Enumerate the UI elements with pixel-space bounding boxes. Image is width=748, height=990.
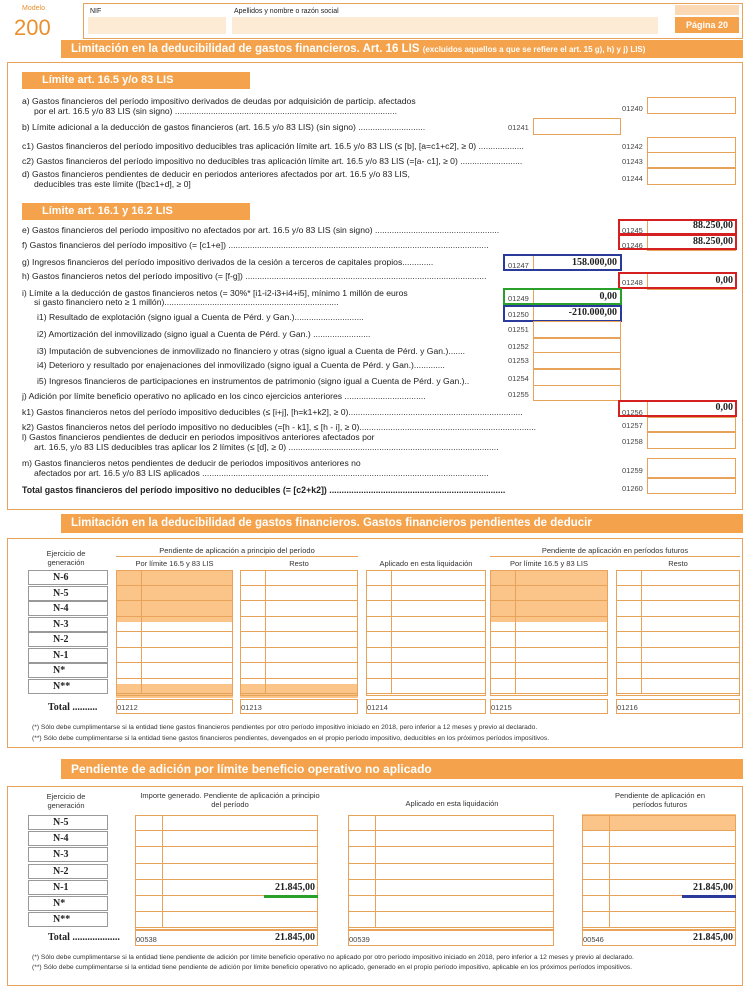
row-a-line2: por el art. 16.5 y/o 83 LIS (sin signo) .............................................................................................: [34, 106, 397, 116]
row-l-line2: art. 16.5, y/o 83 LIS deducibles tras aplicar los 2 límites (≤ [d], ≥ 0) ........................................................................................: [34, 442, 499, 452]
row-i5: i5) Ingresos financieros de participaciones en instrumentos de patrimonio (signo igual a Cuenta de Pérd. y Gan.)..: [37, 376, 470, 386]
code-01256: 01256: [622, 408, 643, 417]
nif-field[interactable]: [88, 17, 226, 34]
sec3-col2-header: Resto: [289, 559, 309, 568]
sec3-col3-header: Aplicado en esta liquidación: [379, 559, 473, 568]
row-g: g) Ingresos financieros del período impositivo derivados de la cesión a terceros de capitales propios.............: [22, 257, 434, 267]
sec4-title: Pendiente de adición por límite beneficio operativo no aplicado: [71, 762, 432, 776]
code-01259: 01259: [622, 466, 643, 475]
code-01241: 01241: [508, 123, 529, 132]
code-01248: 01248: [622, 278, 643, 287]
sec3-note-1: (*) Sólo debe cumplimentarse si la entidad tiene gastos financieros pendientes por otro período impositivo iniciado en 2018, pero inferior a 12 meses y previo al declarado.: [32, 724, 538, 731]
sec3-col4-header: Por límite 16.5 y 83 LIS: [510, 559, 588, 568]
generation-label: N*: [28, 663, 108, 678]
generation-label: N-1: [28, 648, 108, 663]
row-k2: k2) Gastos financieros netos del período impositivo no deducibles (=[h - k1], ≤ [h - i], ≥ 0)..........................................................................: [22, 422, 537, 432]
row-i3: i3) Imputación de subvenciones de inmovilizado no financiero y otras (signo igual a Cuenta de Pérd. y Gan.).......: [37, 346, 466, 356]
sec4-column-frame: [348, 815, 554, 930]
sec2-title: Límite art. 16.1 y 16.2 LIS: [22, 203, 250, 220]
code-01243: 01243: [622, 157, 643, 166]
row-b: b) Límite adicional a la deducción de gastos financieros (art. 16.5 y/o 83 LIS) (sin signo) ............................: [22, 122, 426, 132]
generation-label: N-6: [28, 570, 108, 585]
main-title-bar: [61, 40, 743, 58]
page-number: Página 20: [675, 17, 739, 33]
sec1-title: Límite art. 16.5 y/o 83 LIS: [22, 72, 250, 89]
total-code: 00539: [349, 935, 370, 944]
generation-label: N-4: [28, 601, 108, 616]
nombre-field[interactable]: [232, 17, 658, 34]
row-c2: c2) Gastos financieros del período impositivo no deducibles tras aplicación límite art. 16.5 y/o 83 LIS (=[a- c1], ≥ 0) ..........................: [22, 156, 523, 166]
code-01252: 01252: [508, 342, 529, 351]
nif-label: NIF: [90, 8, 102, 15]
modelo-label: Modelo: [22, 5, 45, 12]
sec3-title-bar: [61, 514, 743, 533]
field-01240[interactable]: [647, 97, 736, 114]
total-code: 01216: [617, 703, 638, 712]
code-01260: 01260: [622, 484, 643, 493]
sec4-total-label: Total ...................: [48, 932, 120, 943]
sec3-group1-header: Pendiente de aplicación a principio del período: [116, 546, 358, 557]
value-01247: 158.000,00: [572, 257, 617, 268]
row-j: j) Adición por límite beneficio operativo no aplicado en los cinco ejercicios anteriores ..................................: [22, 391, 426, 401]
field-01258[interactable]: [647, 432, 736, 449]
row-m-line2: afectados por art. 16.5 y/o 83 LIS aplicados ........................................................................................................................: [34, 468, 489, 478]
n1-importe-value: 21.845,00: [275, 881, 315, 893]
code-01246: 01246: [622, 241, 643, 250]
value-01245: 88.250,00: [693, 220, 733, 231]
generation-label: N*: [28, 896, 108, 911]
code-01245: 01245: [622, 226, 643, 235]
sec3-column-frame: [366, 570, 486, 696]
row-k1: k1) Gastos financieros netos del período impositivo deducibles (≤ [i+j], [h=k1+k2], ≥ 0).........................................................................: [22, 407, 523, 417]
row-c1: c1) Gastos financieros del período impositivo deducibles tras aplicación límite art. 16.5 y/o 83 LIS (≤ [b], [a=c1+c2], ≥ 0) ...................: [22, 141, 524, 151]
sec4-ejercicio-header: Ejercicio de generación: [46, 792, 86, 810]
field-01244[interactable]: [647, 168, 736, 185]
field-01242[interactable]: [647, 137, 736, 153]
highlight-01248: [618, 272, 737, 289]
row-e: e) Gastos financieros del período impositivo no afectados por art. 16.5 y/o 83 LIS (sin signo) ....................................................: [22, 225, 500, 235]
main-title: Limitación en la deducibilidad de gastos financieros. Art. 16 LIS: [71, 43, 420, 55]
row-i4: i4) Deterioro y resultado por enajenaciones del inmovilizado (signo igual a Cuenta de Pérd. y Gan.).............: [37, 360, 445, 370]
sec4-col3-header: Pendiente de aplicación en períodos futuros: [614, 791, 706, 809]
code-01255: 01255: [508, 390, 529, 399]
total-cell[interactable]: [348, 930, 554, 946]
row-i2: i2) Amortización del inmovilizado (signo igual a Cuenta de Pérd. y Gan.) ........................: [37, 329, 371, 339]
code-01250: 01250: [508, 310, 529, 319]
field-01259[interactable]: [647, 458, 736, 478]
main-title-sub: (excluidos aquellos a que se refiere el art. 15 g), h) y j) LIS): [422, 45, 646, 54]
row-l-line1: l) Gastos financieros pendientes de deducir en periodos impositivos anteriores afectados por: [22, 432, 375, 442]
field-01241[interactable]: [533, 118, 621, 135]
sec3-title: Limitación en la deducibilidad de gastos financieros. Gastos financieros pendientes de deducir: [71, 517, 592, 529]
field-01257[interactable]: [647, 417, 736, 432]
generation-label: N-4: [28, 831, 108, 846]
generation-label: N-2: [28, 864, 108, 879]
row-h: h) Gastos financieros netos del período impositivo (= [f-g]) .....................................................................................................: [22, 271, 487, 281]
sec3-ejercicio-header: Ejercicio de generación: [46, 549, 86, 567]
generation-label: N-1: [28, 880, 108, 895]
total-code: 00538: [136, 935, 157, 944]
generation-label: N-3: [28, 847, 108, 862]
sec3-total-label: Total ..........: [48, 702, 98, 713]
sec3-column-frame: [616, 570, 740, 696]
field-01255[interactable]: [533, 385, 621, 401]
total-code: 01215: [491, 703, 512, 712]
code-01247: 01247: [508, 261, 529, 270]
sec3-column-frame: [116, 570, 233, 696]
row-total: Total gastos financieros del período impositivo no deducibles (= [c2+k2]) ........................................................................: [22, 485, 506, 495]
code-01254: 01254: [508, 374, 529, 383]
code-01253: 01253: [508, 356, 529, 365]
generation-label: N-2: [28, 632, 108, 647]
modelo-number: 200: [14, 15, 51, 40]
sec3-group2-header: Pendiente de aplicación en períodos futuros: [490, 546, 740, 557]
generation-label: N**: [28, 679, 108, 694]
sec3-column-frame: [240, 570, 358, 696]
row-m-line1: m) Gastos financieros netos pendientes de deducir de periodos impositivos anteriores no: [22, 458, 361, 468]
highlight-01245: [618, 219, 737, 235]
sec4-title-bar: [61, 759, 743, 779]
sec3-col1-header: Por límite 16.5 y 83 LIS: [135, 559, 214, 568]
page-indicator-top: [675, 5, 739, 15]
sec3-column-frame: [490, 570, 608, 696]
row-i1: i1) Resultado de explotación (signo igual a Cuenta de Pérd. y Gan.).............................: [37, 312, 364, 322]
code-01249: 01249: [508, 294, 529, 303]
field-01251[interactable]: [533, 321, 621, 338]
generation-label: N-3: [28, 617, 108, 632]
n1-futuros-underline: [682, 895, 736, 898]
sec4-column-frame: [135, 815, 318, 930]
code-01240: 01240: [622, 104, 643, 113]
total-code: 01213: [241, 703, 262, 712]
highlight-01256: [618, 400, 737, 417]
code-01257: 01257: [622, 421, 643, 430]
value-01256: 0,00: [715, 402, 733, 413]
sec4-column-frame: [582, 815, 736, 930]
nombre-label: Apellidos y nombre o razón social: [234, 8, 339, 15]
row-d-line2: deducibles tras este límite ([b≥c1+d], ≥ 0]: [34, 179, 191, 189]
code-01244: 01244: [622, 174, 643, 183]
field-01243[interactable]: [647, 152, 736, 168]
value-01250: -210.000,00: [568, 307, 617, 318]
highlight-01250: [503, 305, 622, 322]
code-01242: 01242: [622, 142, 643, 151]
generation-label: N-5: [28, 586, 108, 601]
total-importe-value: 21.845,00: [275, 932, 315, 943]
field-01254[interactable]: [533, 369, 621, 386]
value-01246: 88.250,00: [693, 236, 733, 247]
total-code: 01212: [117, 703, 138, 712]
n1-importe-underline: [264, 895, 318, 898]
generation-label: N-5: [28, 815, 108, 830]
value-01248: 0,00: [715, 275, 733, 286]
field-01260[interactable]: [647, 478, 736, 494]
sec4-col1-header: Importe generado. Pendiente de aplicación a principio del período: [140, 791, 320, 809]
row-i-line2: si gasto financiero neto ≥ 1 millón).........................................................................: [34, 297, 339, 307]
row-d-line1: d) Gastos financieros pendientes de deducir en periodos anteriores afectados por art. 16.5 y/o 83 LIS,: [22, 169, 410, 179]
row-a-line1: a) Gastos financieros del período impositivo derivados de deudas por adquisición de particip. afectados: [22, 96, 416, 106]
total-code: 01214: [367, 703, 388, 712]
sec4-note-2: (**) Sólo debe cumplimentarse si la entidad tiene pendiente de adición por límite beneficio operativo no aplicado, generado en el propio período impositivo, aplicable en los próximos períodos impositivos.: [32, 964, 633, 971]
row-i-line1: i) Límite a la deducción de gastos financieros netos (= 30%* [i1-i2-i3+i4+i5], mínimo 1 millón de euros: [22, 288, 408, 298]
sec3-note-2: (**) Sólo debe cumplimentarse si la entidad tiene gastos financieros pendientes, devengados en el propio período impositivo, deducibles en los próximos períodos impositivos.: [32, 735, 550, 742]
total-futuros-value: 21.845,00: [693, 932, 733, 943]
sec4-col2-header: Aplicado en esta liquidación: [405, 799, 499, 808]
row-f: f) Gastos financieros del período impositivo (= [c1+e]) .............................................................................................................: [22, 240, 489, 250]
highlight-01249: [503, 288, 622, 305]
generation-label: N**: [28, 912, 108, 927]
code-01258: 01258: [622, 437, 643, 446]
total-code: 00546: [583, 935, 604, 944]
value-01249: 0,00: [599, 291, 617, 302]
highlight-01246: [618, 234, 737, 250]
sec3-col5-header: Resto: [668, 559, 688, 568]
field-01253[interactable]: [533, 352, 621, 369]
code-01251: 01251: [508, 325, 529, 334]
highlight-01247: [503, 254, 622, 271]
n1-futuros-value: 21.845,00: [693, 881, 733, 893]
sec4-note-1: (*) Sólo debe cumplimentarse si la entidad tiene pendiente de adición por límite beneficio operativo no aplicado por otro período impositivo iniciado en 2018, pero inferior a 12 meses y previo al declarado.: [32, 954, 634, 961]
